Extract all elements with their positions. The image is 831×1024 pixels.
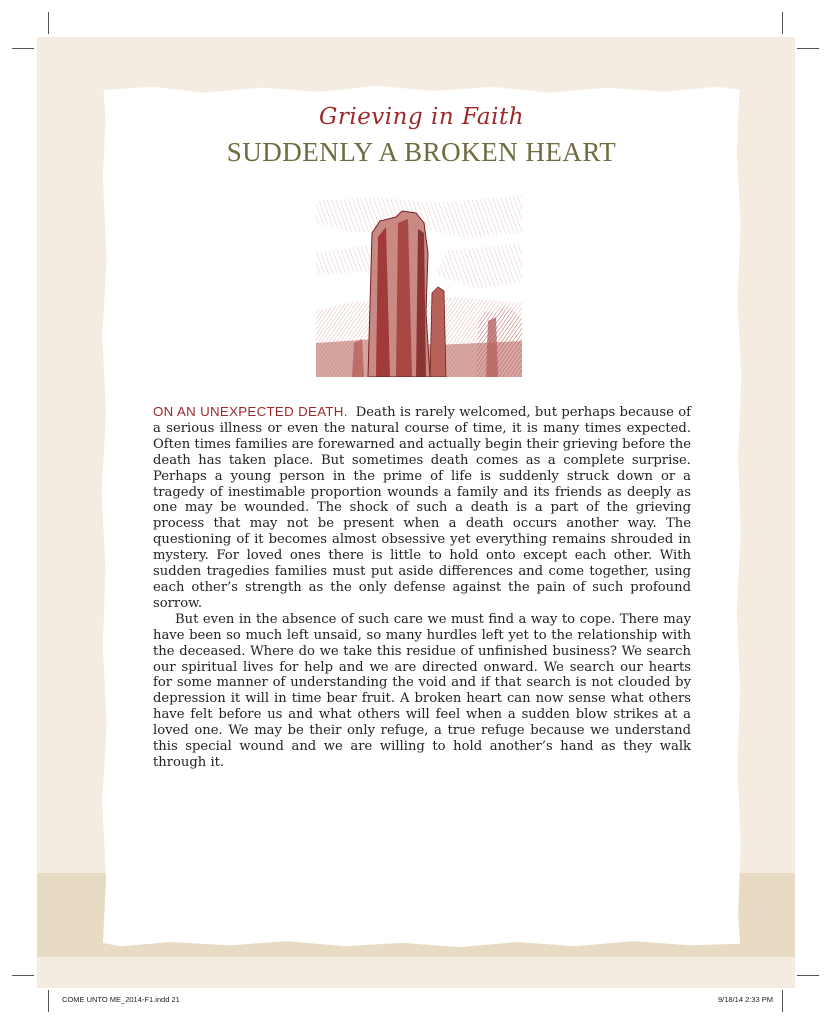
lead-in-heading: ON AN UNEXPECTED DEATH. xyxy=(153,404,348,419)
print-slug-file: COME UNTO ME_2014-F1.indd 21 xyxy=(62,995,180,1004)
crop-mark xyxy=(797,48,819,49)
article-paragraph xyxy=(153,404,691,612)
section-kicker: Grieving in Faith xyxy=(318,104,525,130)
article-body xyxy=(153,404,691,771)
crop-mark xyxy=(48,12,49,34)
crop-mark xyxy=(12,48,34,49)
rock-pillars-sketch-icon xyxy=(316,193,522,377)
crop-mark xyxy=(48,990,49,1012)
crop-mark xyxy=(797,975,819,976)
print-slug-timestamp: 9/18/14 2:33 PM xyxy=(718,995,774,1004)
crop-mark xyxy=(12,975,34,976)
paragraph-text: Death is rarely welcomed, but perhaps because of a serious illness or even the natural course of time, it is many times expected. Often times families are forewarned and actually begin their grieving before the death has taken place. But sometimes death comes as a complete surprise. Perhaps a young person in the prime of life is suddenly struck down or a tragedy of inestimable proportion wounds a family and its friends as deeply as one may be wounded. The shock of such a death is a part of the grieving process that may not be present when a death occurs another way. The questioning of it becomes almost obsessive yet everything remains shrouded in mystery. For loved ones there is little to hold onto except each other. With sudden tragedies families must put aside differences and come together, using each other’s strength as the only defense against the pain of such profound sorrow. xyxy=(153,405,691,611)
crop-mark xyxy=(782,990,783,1012)
page-title: SUDDENLY A BROKEN HEART xyxy=(226,137,617,167)
crop-mark xyxy=(782,12,783,34)
article-paragraph: But even in the absence of such care we must find a way to cope. There may have been so much left unsaid, so many hurdles left yet to the relationship with the deceased. Where do we take this residue of unfinished business? We search our spiritual lives for help and we are directed onward. We search our hearts for some manner of understanding the void and if that search is not clouded by depression it will in time bear fruit. A broken heart can now sense what others have felt before us and what others will feel when a sudden blow strikes at a loved one. We may be their only refuge, a true refuge because we understand this special wound and we are willing to hold another’s hand as they walk through it. xyxy=(153,611,691,770)
